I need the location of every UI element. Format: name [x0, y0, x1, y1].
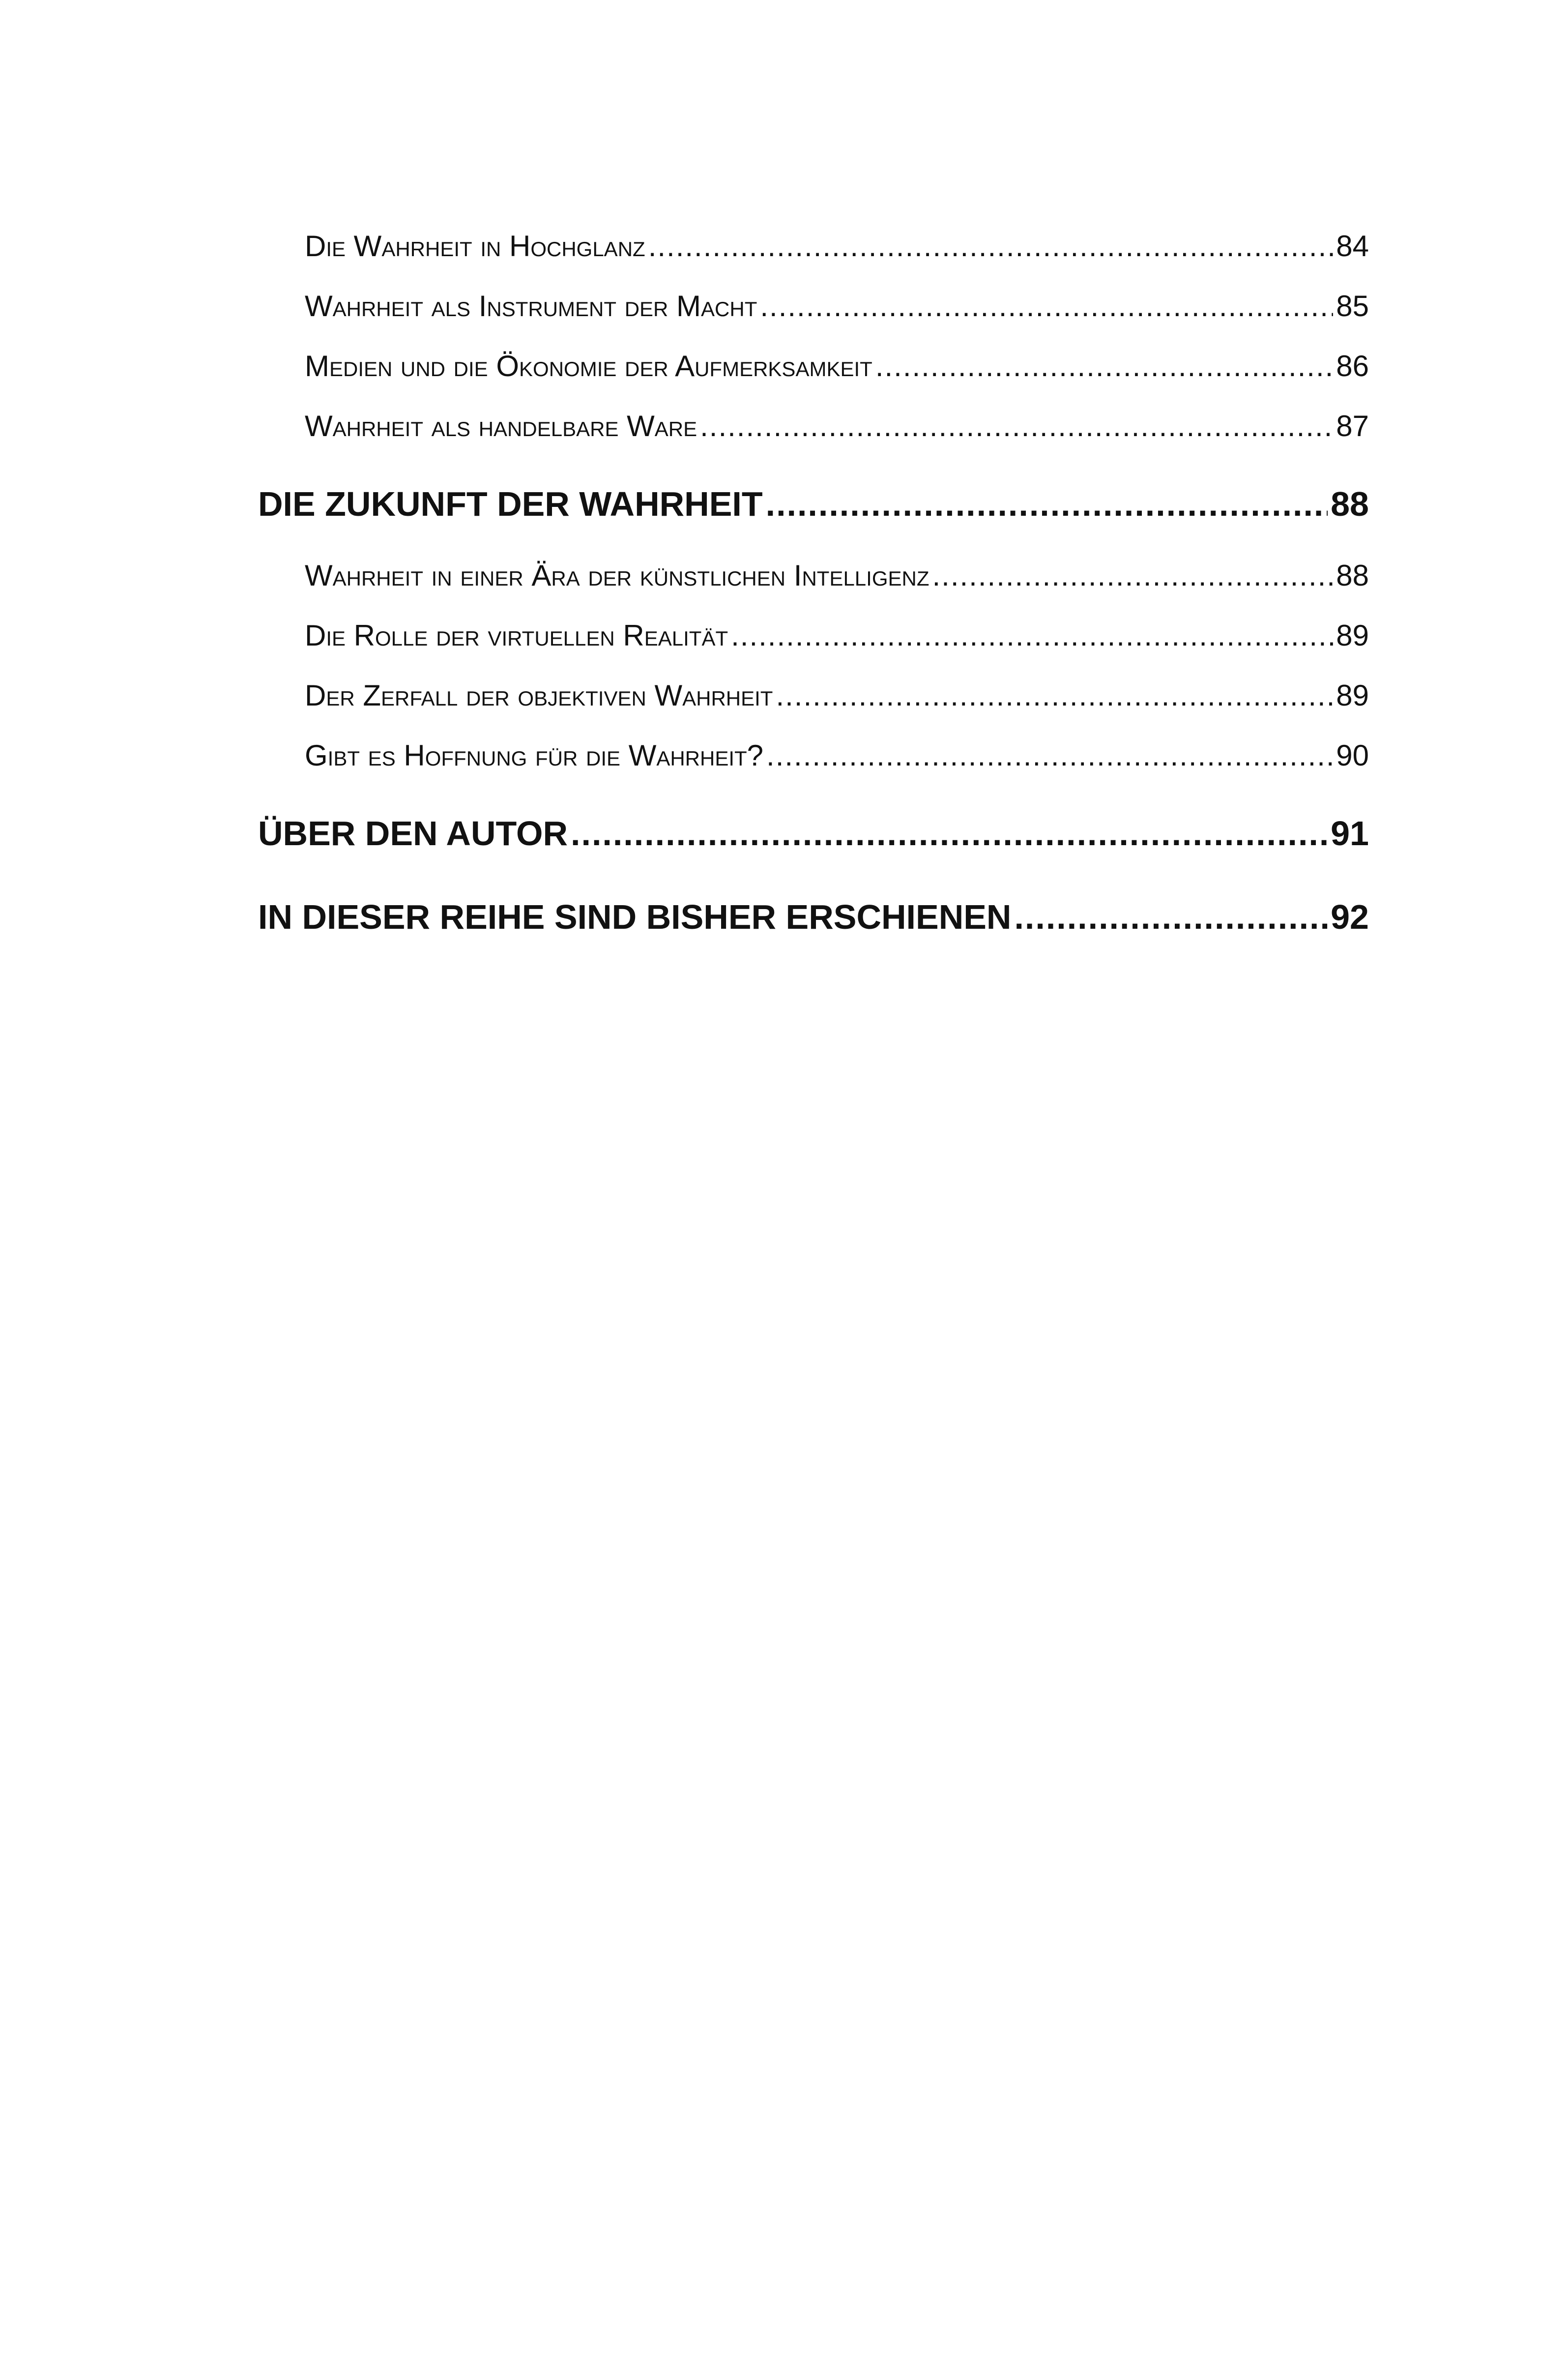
toc-chapter-title: ÜBER DEN AUTOR — [258, 814, 568, 853]
dot-leader — [875, 336, 1333, 396]
toc-entry-page-number: 90 — [1336, 739, 1369, 772]
dot-leader — [932, 546, 1334, 606]
toc-entry-page-number: 89 — [1336, 679, 1369, 712]
dot-leader — [766, 467, 1328, 541]
table-of-contents — [258, 216, 1369, 954]
toc-entry-title: Medien und die Ökonomie der Aufmerksamkeit — [305, 350, 872, 383]
toc-entry-title: Wahrheit als handelbare Ware — [305, 410, 697, 442]
toc-entry-page-number: 88 — [1336, 559, 1369, 592]
dot-leader — [648, 216, 1334, 276]
toc-entry-title: Die Rolle der virtuellen Realität — [305, 619, 728, 652]
toc-chapter-page-number: 91 — [1331, 814, 1369, 853]
toc-entry-title: Der Zerfall der objektiven Wahrheit — [305, 679, 773, 712]
toc-entry-title: Gibt es Hoffnung für die Wahrheit? — [305, 739, 764, 772]
toc-chapter-title: IN DIESER REIHE SIND BISHER ERSCHIENEN — [258, 898, 1012, 936]
toc-entry-title: Wahrheit in einer Ära der künstlichen Intelligenz — [305, 559, 929, 592]
toc-entry-gibt-es-hoffnung[interactable] — [258, 726, 1369, 786]
toc-entry-der-zerfall-der-objektiven-wahrheit[interactable] — [258, 666, 1369, 726]
toc-chapter-title: DIE ZUKUNFT DER WAHRHEIT — [258, 485, 763, 523]
toc-chapter-ueber-den-autor[interactable] — [258, 796, 1369, 870]
toc-entry-medien-und-die-oekonomie[interactable] — [258, 336, 1369, 396]
dot-leader — [760, 276, 1333, 336]
dot-leader — [1014, 880, 1328, 954]
toc-entry-wahrheit-als-handelbare-ware[interactable] — [258, 396, 1369, 456]
toc-chapter-die-zukunft-der-wahrheit[interactable] — [258, 467, 1369, 541]
toc-entry-page-number: 85 — [1336, 290, 1369, 323]
toc-entry-wahrheit-in-einer-aera-der-ki[interactable] — [258, 546, 1369, 606]
toc-entry-page-number: 86 — [1336, 350, 1369, 383]
dot-leader — [766, 726, 1333, 786]
dot-leader — [571, 796, 1328, 870]
toc-entry-page-number: 89 — [1336, 619, 1369, 652]
toc-entry-title: Wahrheit als Instrument der Macht — [305, 290, 757, 323]
dot-leader — [731, 606, 1333, 666]
dot-leader — [776, 666, 1333, 726]
toc-chapter-page-number: 92 — [1331, 898, 1369, 936]
toc-entry-page-number: 87 — [1336, 410, 1369, 442]
toc-entry-page-number: 84 — [1336, 230, 1369, 263]
toc-chapter-page-number: 88 — [1331, 485, 1369, 523]
dot-leader — [700, 396, 1333, 456]
toc-entry-die-rolle-der-virtuellen-realitaet[interactable] — [258, 606, 1369, 666]
toc-entry-wahrheit-als-instrument-der-macht[interactable] — [258, 276, 1369, 336]
toc-chapter-in-dieser-reihe[interactable] — [258, 880, 1369, 954]
toc-entry-title: Die Wahrheit in Hochglanz — [305, 230, 645, 263]
toc-entry-die-wahrheit-in-hochglanz[interactable] — [258, 216, 1369, 276]
